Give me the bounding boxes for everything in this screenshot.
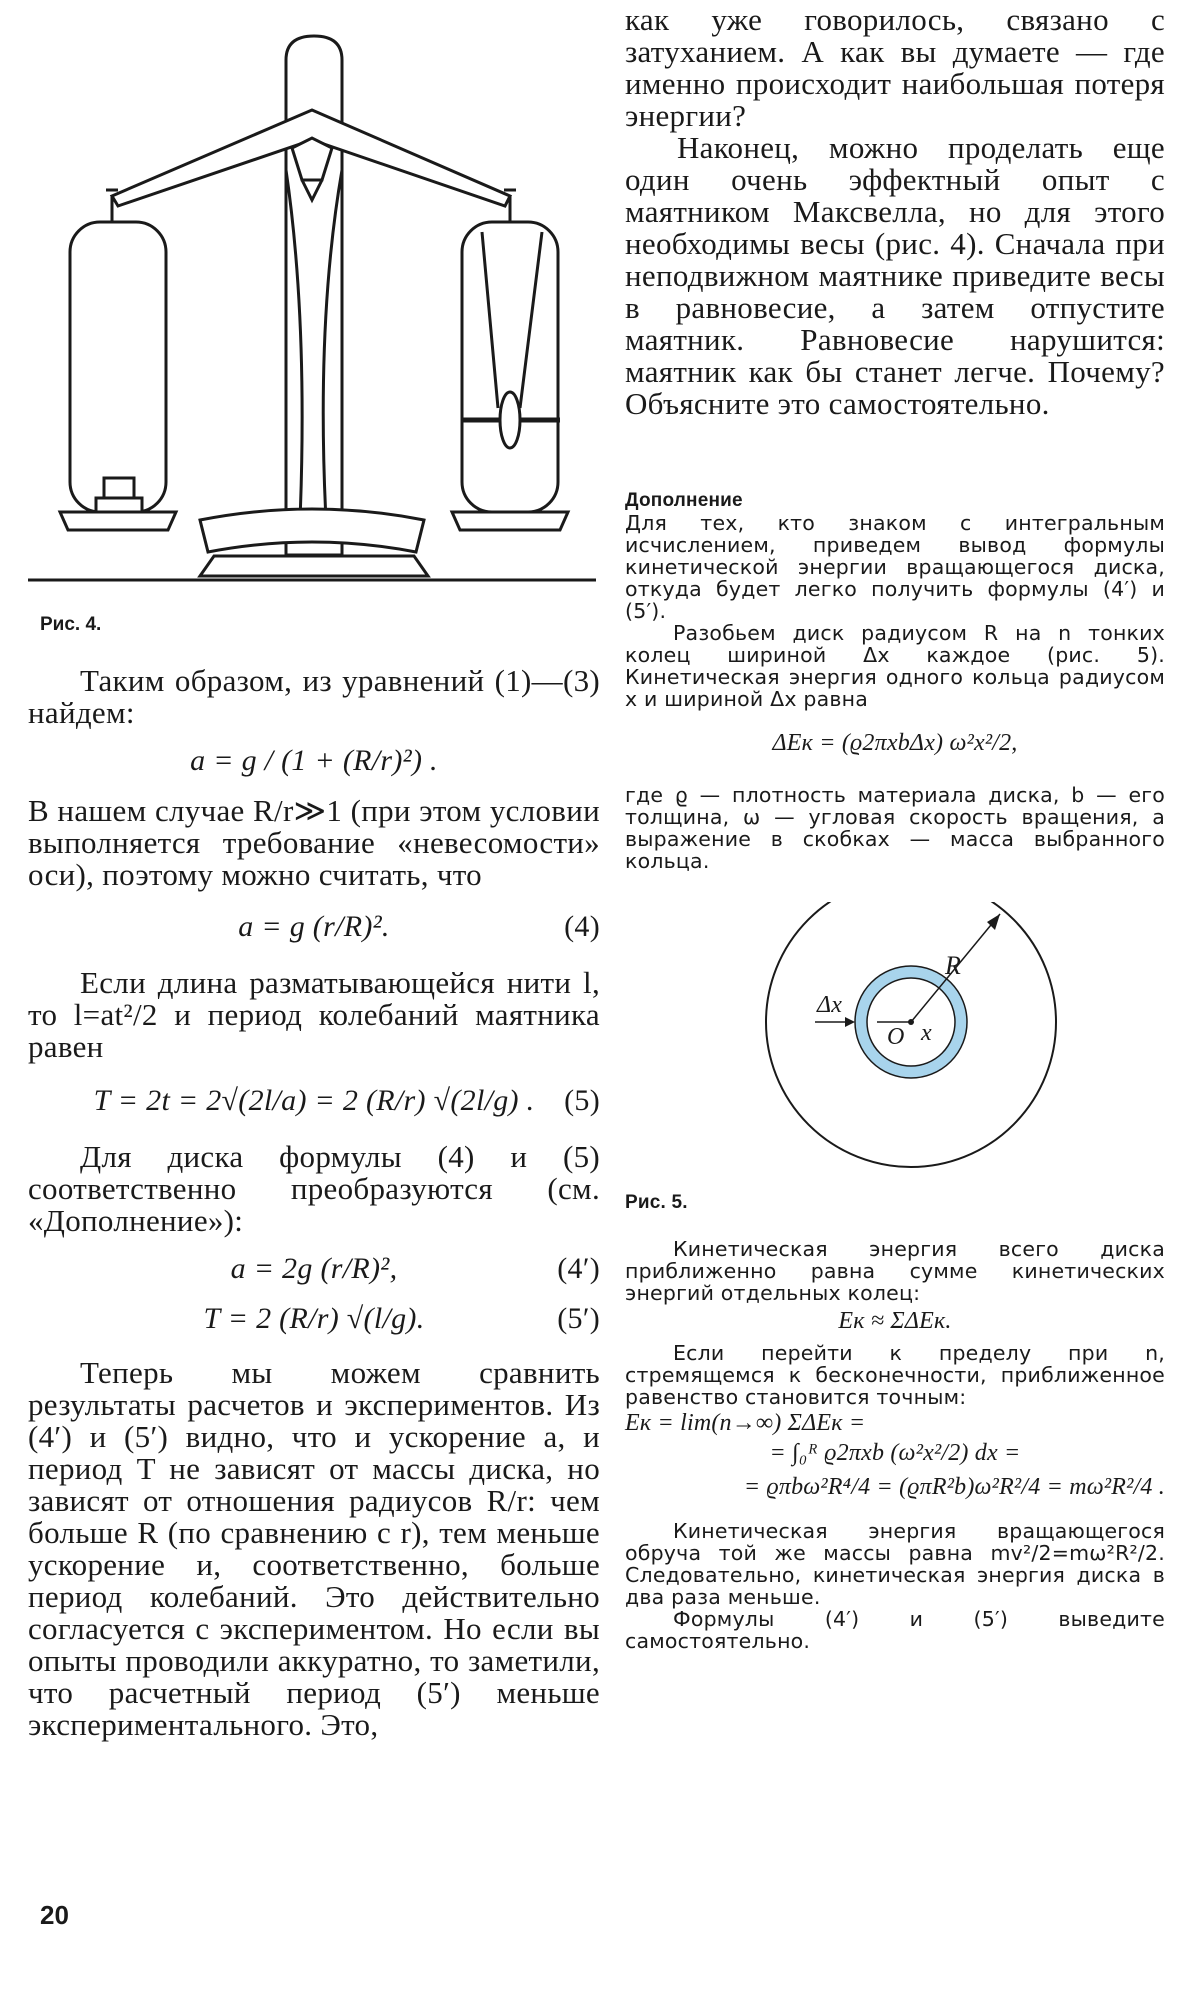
equation-4-prime-text: a = 2g (r/R)², — [230, 1252, 398, 1285]
equation-4-text: a = g (r/R)². — [238, 910, 390, 943]
disk-outline — [766, 902, 1056, 1167]
equation-limit: Eк = lim(n→∞) ΣΔEк = — [625, 1410, 866, 1436]
supplement-paragraph-3: где ϱ — плотность материала диска, b — его толщина, ω — угловая скорость вращения, а выражение в скобках — масса выбранного кольца. — [625, 783, 1165, 873]
supplement-heading: Дополнение — [625, 490, 743, 511]
supplement-paragraph-7: Формулы (4′) и (5′) выведите самостоятельно. — [625, 1607, 1165, 1653]
equation-5-prime-text: T = 2 (R/r) √(l/g). — [203, 1302, 425, 1335]
equation-5-number: (5) — [564, 1084, 600, 1117]
figure-4-caption: Рис. 4. — [40, 614, 102, 635]
supplement-paragraph-5: Если перейти к пределу при n, стремящемся к бесконечности, приближенное равенство становится точным: — [625, 1341, 1165, 1409]
right-paragraph-1: как уже говорилось, связано с затуханием. А как вы думаете — где именно происходит наибольшая потеря энергии? — [625, 2, 1165, 133]
paragraph-1: Таким образом, из уравнений (1)—(3) найдем: — [28, 663, 600, 730]
equation-integral: = ∫₀ᴿ ϱ2πxb (ω²x²/2) dx = — [769, 1440, 1021, 1466]
equation-1: a = g / (1 + (R/r)²) . — [190, 744, 438, 777]
label-O: O — [887, 1024, 905, 1050]
paragraph-5: Теперь мы можем сравнить результаты расчетов и экспериментов. Из (4′) и (5′) видно, что и ускорение a, и период T не зависят от массы диска, но зависят от отношения радиусов R/r: чем больше R (по сравнению с r), тем меньше ускорение и, соответственно, больше период колебаний. Это действительно согласуется с экспериментом. Но если вы опыты проводили аккуратно, то заметили, что расчетный период (5′) меньше экспериментального. Это, — [28, 1355, 600, 1742]
equation-5-prime-number: (5′) — [557, 1302, 600, 1335]
figure-5-disk — [625, 902, 1165, 1192]
equation-4-prime-number: (4′) — [557, 1252, 600, 1285]
equation-4-prime — [28, 1253, 600, 1285]
equation-5 — [28, 1085, 600, 1117]
paragraph-4: Для диска формулы (4) и (5) соответственно преобразуются (см. «Дополнение»): — [28, 1139, 600, 1238]
label-R: R — [945, 951, 962, 980]
equation-5-text: T = 2t = 2√(2l/a) = 2 (R/r) √(2l/g) . — [93, 1084, 535, 1117]
equation-5-prime — [28, 1303, 600, 1335]
label-dx: Δx — [817, 992, 843, 1018]
equation-result: = ϱπbω²R⁴/4 = (ϱπR²b)ω²R²/4 = mω²R²/4 . — [743, 1474, 1165, 1500]
left-column-text — [28, 665, 600, 1741]
label-x: x — [921, 1020, 932, 1046]
equation-sum: Eк ≈ ΣΔEк. — [838, 1308, 952, 1334]
supplement-paragraph-2: Разобьем диск радиусом R на n тонких колец шириной Δx каждое (рис. 5). Кинетическая энергия одного кольца радиусом x и шириной Δx равна — [625, 621, 1165, 711]
figure-5-caption: Рис. 5. — [625, 1192, 688, 1213]
page-number: 20 — [40, 1900, 69, 1930]
figure-4-balance-scale — [0, 0, 600, 640]
supplement-section — [625, 490, 1165, 1652]
supplement-paragraph-1: Для тех, кто знаком с интегральным исчислением, приведем вывод формулы кинетической энергии вращающегося диска, откуда будет легко получить формулы (4′) и (5′). — [625, 511, 1165, 623]
supplement-paragraph-4: Кинетическая энергия всего диска приближенно равна сумме кинетических энергий отдельных колец: — [625, 1237, 1165, 1305]
equation-4-number: (4) — [564, 910, 600, 943]
paragraph-3: Если длина разматывающейся нити l, то l=at²/2 и период колебаний маятника равен — [28, 965, 600, 1064]
paragraph-2: В нашем случае R/r≫1 (при этом условии выполняется требование «невесомости» оси), поэтому можно считать, что — [28, 793, 600, 892]
equation-4 — [28, 911, 600, 943]
equation-delta-e: ΔEк = (ϱ2πxbΔx) ω²x²/2, — [772, 730, 1018, 756]
right-paragraph-2: Наконец, можно проделать еще один очень эффектный опыт с маятником Максвелла, но для этого необходимы весы (рис. 4). Сначала при неподвижном маятнике приведите весы в равновесие, а затем отпустите маятник. Равновесие нарушится: маятник как бы станет легче. Почему? Объясните это самостоятельно. — [625, 130, 1165, 421]
right-column — [625, 4, 1165, 1652]
supplement-paragraph-6: Кинетическая энергия вращающегося обруча той же массы равна mv²/2=mω²R²/2. Следовательно, кинетическая энергия диска в два раза меньше. — [625, 1519, 1165, 1609]
